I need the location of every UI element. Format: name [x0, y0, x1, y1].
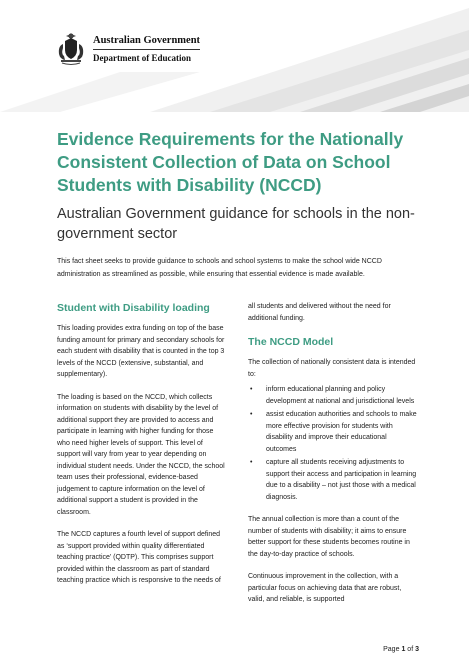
section-heading-model: The NCCD Model	[248, 336, 334, 348]
list-item: • assist education authorities and schools to make more effective provision for students with disability and improve their educational outcomes	[250, 411, 417, 453]
list-item: • inform educational planning and policy development at national and jurisdictional levels	[250, 386, 415, 405]
model-paragraph-2: Continuous improvement in the collection, with a particular focus on achieving data that are robust, valid, and reliable, is supported	[248, 573, 402, 603]
right-column	[248, 301, 418, 617]
model-bullet-list	[248, 384, 418, 503]
commonwealth-coat-of-arms-icon	[55, 32, 87, 66]
document-subtitle: Australian Government guidance for schools in the non-government sector	[57, 206, 415, 242]
department-name: Department of Education	[93, 53, 191, 63]
bullet-icon: •	[250, 459, 253, 466]
section-heading-loading: Student with Disability loading	[57, 302, 210, 314]
model-intro: The collection of nationally consistent data is intended to:	[248, 359, 416, 378]
model-paragraph-1: The annual collection is more than a count of the number of students with disability; it aims to ensure better support for these students becomes routine in the day-to-day practice of schools.	[248, 516, 410, 558]
page-header	[0, 0, 469, 112]
bullet-icon: •	[250, 411, 253, 418]
government-logo	[55, 32, 200, 66]
loading-paragraph-2: The loading is based on the NCCD, which collects information on students with disability by the level of additional support they are provided to access and participate in learning with higher funding for those who need higher levels of support. This level of support will vary from year to year depending on individual student needs. Under the NCCD, the school team uses their professional, evidence-based judgement to capture information on the level of additional support a student is provided in the classroom.	[57, 393, 225, 516]
document-title: Evidence Requirements for the Nationally Consistent Collection of Data on School Students with Disability (NCCD)	[57, 129, 404, 195]
loading-paragraph-3: The NCCD captures a fourth level of support defined as ‘support provided within quality differentiated teaching practice’ (QDTP). This comprises support provided within the classroom as part of standard teaching practice which is responsive to the needs of	[57, 531, 221, 584]
bullet-icon: •	[250, 386, 253, 393]
loading-paragraph-continued: all students and delivered without the need for additional funding.	[248, 303, 391, 322]
page-number: Page 1 of 3	[383, 646, 419, 653]
government-name: Australian Government	[93, 34, 200, 50]
left-column	[57, 301, 227, 598]
intro-paragraph: This fact sheet seeks to provide guidance to schools and school systems to make the school wide NCCD administration as streamlined as possible, while ensuring that essential evidence is made available.	[57, 258, 382, 278]
list-item: • capture all students receiving adjustments to support their access and participation in learning due to a disability – not just those with a medical diagnosis.	[250, 459, 417, 501]
loading-paragraph-1: This loading provides extra funding on top of the base funding amount for primary and secondary schools for each student with disability that is counted in the top 3 levels of the NCCD (extensive, substantial, and supplementary).	[57, 325, 225, 378]
